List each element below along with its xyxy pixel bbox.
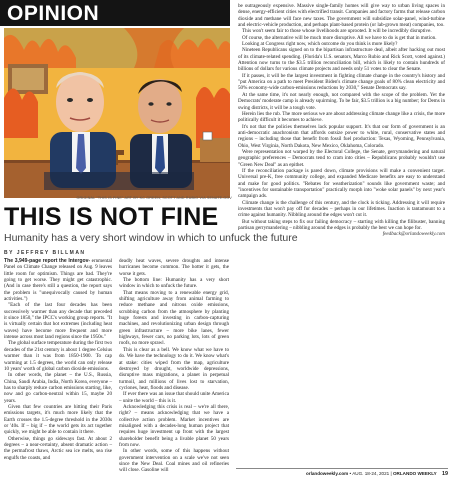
paragraph: The global surface temperature during the first two decades of the 21st century is about 1 degree Celsius warmer than it was from 1850-1900. To cap warming at 1.5 degrees, the world can only release 10 years' worth of global carbon dioxide emissions. <box>4 340 112 372</box>
section-title: OPINION <box>7 2 100 25</box>
paragraph: If the reconciliation package is pared down, climate provisions will make a convenient target. Universal pre-K, free community college, and expanded Medicare benefits are easy to understand and make for good politics. "Rebates for weatherization" sounds like government waste; and "incentives for sustainable transportation" practically morph into "woke solar panels" by next year's campaign ads. <box>238 167 445 200</box>
article-column-2 <box>119 258 229 474</box>
footer-site[interactable]: orlandoweekly.com <box>305 471 349 476</box>
footer-separator: | <box>390 471 393 476</box>
paragraph: Herein lies the rub. The more serious we are about addressing climate change like a crisis, the more politically difficult it becomes to achieve. <box>238 110 445 124</box>
footer-paper: ORLANDO WEEKLY <box>392 471 437 476</box>
footer-separator: • <box>349 471 353 476</box>
footer-divider <box>236 468 448 469</box>
paragraph: At the same time, it's not nearly enough, not compared with the scope of the problem. Yet the Democrats' moderate camp is already squirming. To be fair, $3.5 trillion is a big number; for Dems in swing districts, it will be a tough vote. <box>238 91 445 111</box>
paragraph: Otherwise, things go sideways fast. At about 2 degrees – a near-certainty, absent dramatic action – the permafrost thaws, Arctic sea ice melts, sea rise engulfs the coasts, and <box>4 435 112 461</box>
paragraph: This won't seem fair to those whose livelihoods are uprooted. It will be incredibly disruptive. <box>242 28 432 35</box>
paragraph: In other words, the planet – the U.S., Russia, China, Saudi Arabia, India, North Korea, everyone – has to sharply reduce carbon emissions starting, like, now and go carbon-neutral within 15, maybe 20 years. <box>4 372 112 404</box>
paragraph: "Each of the last four decades has been successively warmer than any decade that preceded it since 1850," the IPCC's working group reports. "It is virtually certain that hot extremes (including heat waves) have become more frequent and more intense across most land regions since the 1950s." <box>4 302 112 341</box>
paragraph: This is clear as a bell. We know what we have to do. We have the technology to do it. We know what's at stake: cities wiped from the map, agriculture destroyed by drought, worldwide depressions, disruptive mass migrations, a planet in perpetual turmoil, and millions of lives lost to starvation, cyclones, heat, floods and disease. <box>119 346 229 391</box>
paragraph: Were representation not warped by the Electoral College, the Senate, gerrymandering and natural geographic preferences – Democrats tend to cram into cities – Republicans probably wouldn't use "Green New Deal" as an epithet. <box>238 148 445 168</box>
paragraph: Nineteen Republicans signed on to the bipartisan infrastructure deal, albeit after hacking out most of its climate-related spending. (Florida's U.S. senators, Marco Rubio and Rick Scott, voted against.) Attention now turns to the $3.5 trillion reconciliation bill, which is likely to contain hundreds of billions of dollars for various climate projects and needs only 51 votes to clear the Senate. <box>238 47 445 73</box>
paragraph: be outrageously expensive. Massive single-family homes will give way to urban living spaces in dense, energy-efficient cities with electrified transit. Companies and factory farms that release carbon dioxide and methane will face new taxes. The government will subsidize solar-panel, wind-turbine and electric-vehicle production, and perhaps plant-based protein (or lab-grown meat) companies, too. <box>238 3 445 29</box>
paragraph: The bottom line: Humanity has a very short window in which to unfuck the future. <box>119 277 229 290</box>
paragraph: Acknowledging this crisis is real – we're all there, right? – means acknowledging that we have a collective action problem. Market incentives are misaligned with a decades-long human project that requires huge investment up front with the largest shareholder benefit being a livable planet 50 years from now. <box>119 403 229 448</box>
page-footer <box>306 471 448 477</box>
paragraph: Of course, the alternative will be much more disruptive. All we have to do is get that in motion. <box>242 34 437 41</box>
article-column-3 <box>238 3 445 238</box>
footer-dates: AUG. 18-24, 2021 <box>352 471 390 476</box>
paragraph: If it passes, it will be the largest investment in fighting climate change in the country's history and "put America on a path to meet President Biden's climate change goals of 80% clean electricity and 50% economy-wide carbon-emissions reductions by 2030," Senate Democrats say. <box>238 72 445 92</box>
paragraph: deadly heat waves, severe droughts and intense hurricanes become common. The hotter it gets, the worse it gets. <box>119 258 229 277</box>
paragraph: Climate change is the challenge of this century, and the clock is ticking. Addressing it will require investments that won't pay off for decades – perhaps in our lifetimes. Inaction is tantamount to a crime against humanity. Nibbling around the edges won't cut it. <box>238 199 445 219</box>
article-column-1 <box>4 258 112 461</box>
paragraph: But without taking steps to fix our failing democracy – starting with killing the filibuster, banning partisan gerrymandering – nibbling around the edges is probably the best we can hope for. <box>238 218 445 232</box>
feedback-email[interactable]: feedback@orlandoweekly.com <box>382 231 445 238</box>
paragraph: If ever there was an issue that should unite America – unite the world – this is it. <box>119 391 229 404</box>
paragraph: Given that few countries are hitting their Paris emissions targets, it's much more likely that the Earth crosses the 1.5-degree threshold in the 2030s or '40s. If – big if – the world gets its act together quickly, we might be able to contain it there. <box>4 403 112 436</box>
paragraph: Looking at Congress right now, which outcome do you think is more likely? <box>242 41 398 48</box>
article-subhead: Humanity has a very short window in which to unfuck the future <box>4 232 298 244</box>
paragraph: That means moving to a renewable energy grid, shifting agriculture away from animal farming to reduce methane and nitrous oxide emissions, scrubbing carbon from the atmosphere by planting huge forests and investing in carbon-capturing machines, and revolutionizing urban design through green infrastructure – more bike lanes, fewer highways, fewer cars, no parking lots, lots of green roofs, no more sprawl. <box>119 289 229 347</box>
article-byline: BY JEFFREY BILLMAN <box>4 250 86 256</box>
this-is-fine-illustration <box>4 28 230 198</box>
paragraph: It's not that the policies themselves lack popular support. It's that our form of government is an anti-democratic anachronism that affords outsize power to white, rural, conservative states and regions – including those that benefit from fossil fuel production: Texas, Wyoming, Pennsylvania, Ohio, West Virginia, North Dakota, New Mexico, Oklahoma, Colorado. <box>238 123 445 149</box>
section-masthead <box>0 0 230 26</box>
paragraph: In other words, some of this happens without government intervention on a scale we've not seen since the New Deal. Coal mines and oil refineries will close. Gasoline will <box>119 448 229 474</box>
paragraph: The 3,949-page report the Intergov- ernmental Panel on Climate Change released on Aug. 9 leaves little room for optimism. Things are bad. They're going to get worse. They might get catastrophic. (And in case there's still a question, the report says the problem is "unequivocally caused by human activities.") <box>4 258 112 303</box>
page-number: 19 <box>442 471 448 477</box>
illustration-credit: ORIGINAL "THIS IS FINE" ART BY KC GREEN; SCOTT AND RUBIO VIA SENATE.GOV <box>76 196 232 200</box>
article-headline: THIS IS NOT FINE <box>4 203 219 231</box>
burning-room-image <box>4 28 230 198</box>
